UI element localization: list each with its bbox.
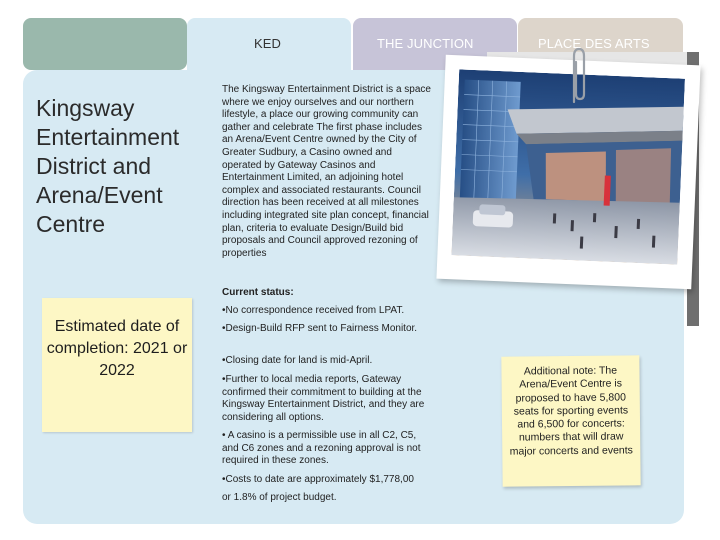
status-bullet: •Closing date for land is mid-April. (222, 355, 373, 366)
paperclip-icon (566, 46, 592, 106)
status-bullet: •Further to local media reports, Gateway confirmed their commitment to building at the Kingsway Entertainment District, and they are considering all options. (222, 374, 425, 423)
page-title: Kingsway Entertainment District and Arena/Event Centre (36, 95, 180, 237)
tab-ked-label: KED (254, 36, 282, 51)
status-heading: Current status: (222, 287, 294, 298)
tab-blank[interactable] (23, 18, 187, 70)
status-bullet: or 1.8% of project budget. (222, 492, 337, 503)
estimate-sticky-note (42, 298, 192, 432)
tab-place-des-arts-label: PLACE DES ARTS (538, 36, 650, 51)
description-text: The Kingsway Entertainment District is a space where we enjoy ourselves and our northern lifestyle, a place our growing community can gather and celebrate The first phase includes an Arena/Event Centre owned by the City of Greater Sudbury, a Casino owned and operated by Gateway Casinos and Entertainment Limited, an adjoining hotel complex and associated restaurants. Council direction has been received at all milestones including integrated site plan concept, financial plan, criteria to evaluate Design/Build bid proposals and Council approved rezoning of properties (222, 84, 431, 259)
estimate-text: Estimated date of completion: 2021 or 2022 (46, 318, 188, 379)
additional-note-text: Additional note: The Arena/Event Centre is proposed to have 5,800 seats for sporting events and 6,500 for concerts: numbers that will draw major concerts and events (509, 364, 633, 458)
status-bullet: •Costs to date are approximately $1,778,00 (222, 474, 414, 485)
status-bullet: • A casino is a permissible use in all C2, C5, and C6 zones and a rezoning approval is not required in these zones. (222, 430, 421, 467)
additional-sticky-note (501, 355, 640, 486)
status-bullet: •Design-Build RFP sent to Fairness Monitor. (222, 323, 418, 334)
status-bullet: •No correspondence received from LPAT. (222, 305, 405, 316)
tab-the-junction-label: THE JUNCTION (377, 36, 474, 51)
